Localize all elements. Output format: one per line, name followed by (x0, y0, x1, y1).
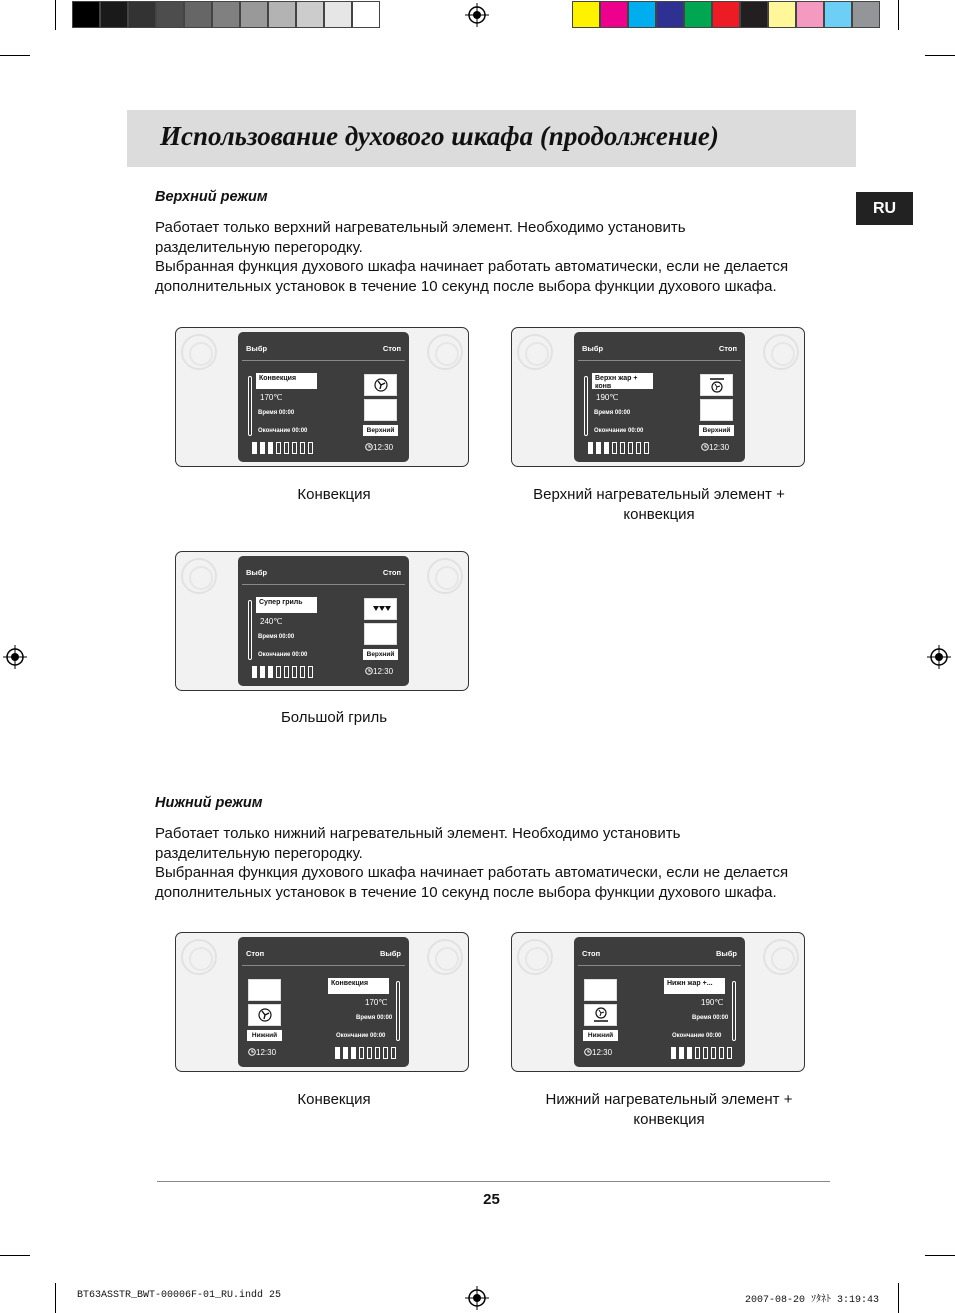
stop-label: Стоп (382, 344, 401, 353)
time-row (258, 410, 294, 416)
fan-icon (248, 1004, 281, 1026)
progress-bar-cell (596, 442, 601, 454)
progress-bar-cell (695, 1047, 700, 1059)
end-label: Окончание (258, 428, 291, 434)
top-heat-fan-icon (700, 374, 733, 396)
progress-bar-cell (604, 442, 609, 454)
progress-bar-cell (268, 442, 273, 454)
progress-bar-cell (588, 442, 593, 454)
end-row (336, 1033, 385, 1039)
footer-rule (157, 1181, 830, 1182)
crop-mark (925, 1255, 955, 1256)
clock-row (365, 443, 393, 452)
knob-right (427, 334, 463, 370)
crop-mark (898, 0, 899, 30)
crop-mark (0, 55, 30, 56)
progress-bar-cell (308, 666, 313, 678)
crop-mark (0, 1255, 30, 1256)
color-swatch (684, 1, 712, 28)
scroll-bar (248, 600, 252, 660)
time-row (594, 410, 630, 416)
oven-screen (238, 332, 409, 462)
time-label: Время (258, 410, 278, 416)
progress-bars (588, 442, 649, 454)
end-value: 00:00 (292, 652, 308, 658)
time-value: 00:00 (278, 410, 295, 416)
color-swatch (600, 1, 628, 28)
progress-bar-cell (719, 1047, 724, 1059)
clock-icon (365, 667, 373, 675)
clock-icon (365, 443, 373, 451)
progress-bar-cell (252, 442, 257, 454)
select-label: Выбр (582, 344, 604, 353)
crop-mark (925, 55, 955, 56)
time-label: Время (692, 1015, 712, 1021)
blank-cavity-box (248, 979, 281, 1001)
progress-bar-cell (308, 442, 313, 454)
language-tab: RU (856, 192, 913, 225)
blank-cavity-box (364, 399, 397, 421)
registration-mark-icon (465, 1286, 489, 1310)
clock-value: 12:30 (709, 443, 730, 452)
time-row (356, 1015, 392, 1021)
gray-swatch (156, 1, 184, 28)
function-label: Нижн жар +... (664, 978, 725, 994)
clock-icon (248, 1048, 256, 1056)
time-row (692, 1015, 728, 1021)
progress-bar-cell (375, 1047, 380, 1059)
progress-bar-cell (343, 1047, 348, 1059)
scroll-bar (396, 981, 400, 1041)
select-label: Выбр (379, 949, 401, 958)
progress-bar-cell (268, 666, 273, 678)
stop-label: Стоп (718, 344, 737, 353)
gray-swatch (240, 1, 268, 28)
end-label: Окончание (672, 1033, 705, 1039)
oven-display-panel (511, 327, 805, 467)
select-label: Выбр (246, 344, 268, 353)
function-label: Супер гриль (256, 597, 317, 613)
gray-swatch (128, 1, 156, 28)
progress-bar-cell (671, 1047, 676, 1059)
color-swatch (740, 1, 768, 28)
progress-bar-cell (359, 1047, 364, 1059)
clock-value: 12:30 (592, 1048, 613, 1057)
knob-right (427, 558, 463, 594)
crop-mark (55, 1283, 56, 1313)
section-text-top-mode (155, 218, 795, 296)
scroll-bar (248, 376, 252, 436)
progress-bar-cell (628, 442, 633, 454)
stop-label: Стоп (582, 949, 601, 958)
progress-bar-cell (727, 1047, 732, 1059)
mode-label: Нижний (583, 1030, 618, 1041)
temperature: 240℃ (260, 617, 283, 626)
time-value: 00:00 (712, 1015, 729, 1021)
panel-caption: Нижний нагревательный элемент + конвекция (545, 1091, 793, 1128)
paragraph: Работает только верхний нагревательный элемент. Необходимо установить разделительную перегородку. (155, 219, 686, 256)
grill-icon (364, 598, 397, 620)
function-label: Верхн жар + конв (592, 373, 653, 389)
mode-label: Верхний (363, 649, 398, 660)
progress-bar-cell (679, 1047, 684, 1059)
gray-swatch (184, 1, 212, 28)
bottom-heat-fan-icon (584, 1004, 617, 1026)
color-swatch (712, 1, 740, 28)
time-value: 00:00 (278, 634, 295, 640)
registration-mark-icon (465, 3, 489, 27)
select-label: Выбр (246, 568, 268, 577)
progress-bar-cell (284, 666, 289, 678)
progress-bar-cell (292, 666, 297, 678)
color-swatch (768, 1, 796, 28)
progress-bar-cell (300, 666, 305, 678)
color-swatch (656, 1, 684, 28)
progress-bar-cell (276, 666, 281, 678)
end-row (672, 1033, 721, 1039)
end-label: Окончание (594, 428, 627, 434)
color-swatch (572, 1, 600, 28)
slug-date: 2007-08-20 ｿﾀﾈﾄ 3:19:43 (745, 1295, 880, 1306)
progress-bar-cell (351, 1047, 356, 1059)
page-number: 25 (483, 1191, 500, 1208)
divider (242, 584, 405, 585)
section-heading-top-mode: Верхний режим (155, 189, 268, 205)
panel-caption: Верхний нагревательный элемент + конвекция (533, 486, 785, 523)
knob-right (763, 939, 799, 975)
panel-caption: Конвекция (297, 1091, 371, 1108)
progress-bars (671, 1047, 732, 1059)
gray-swatch (324, 1, 352, 28)
color-swatch (852, 1, 880, 28)
paragraph: Выбранная функция духового шкафа начинает работать автоматически, если не делается дополнительных установок в течение 10 секунд после выбора функции духового шкафа. (155, 258, 789, 295)
knob-left (181, 334, 217, 370)
clock-row (365, 667, 393, 676)
clock-row (701, 443, 729, 452)
end-row (258, 652, 307, 658)
color-swatch (824, 1, 852, 28)
progress-bar-cell (636, 442, 641, 454)
knob-left (517, 334, 553, 370)
registration-mark-icon (3, 645, 27, 669)
section-text-bottom-mode (155, 824, 795, 902)
color-swatch (628, 1, 656, 28)
function-label: Конвекция (328, 978, 389, 994)
clock-row (584, 1048, 612, 1057)
gray-swatch (296, 1, 324, 28)
divider (578, 360, 741, 361)
oven-screen (238, 937, 409, 1067)
crop-mark (898, 1283, 899, 1313)
oven-display-panel (175, 551, 469, 691)
divider (242, 360, 405, 361)
progress-bars (252, 442, 313, 454)
clock-row (248, 1048, 276, 1057)
progress-bar-cell (687, 1047, 692, 1059)
time-value: 00:00 (614, 410, 631, 416)
clock-value: 12:30 (373, 443, 394, 452)
progress-bar-cell (703, 1047, 708, 1059)
gray-swatch (100, 1, 128, 28)
paragraph: Выбранная функция духового шкафа начинает работать автоматически, если не делается дополнительных установок в течение 10 секунд после выбора функции духового шкафа. (155, 864, 789, 901)
knob-right (763, 334, 799, 370)
temperature: 190℃ (596, 393, 619, 402)
clock-icon (701, 443, 709, 451)
divider (578, 965, 741, 966)
temperature: 170℃ (365, 998, 388, 1007)
temperature: 170℃ (260, 393, 283, 402)
crop-mark (55, 0, 56, 30)
clock-value: 12:30 (256, 1048, 277, 1057)
progress-bar-cell (644, 442, 649, 454)
panel-caption: Большой гриль (280, 709, 388, 726)
progress-bar-cell (335, 1047, 340, 1059)
clock-icon (584, 1048, 592, 1056)
time-label: Время (594, 410, 614, 416)
end-row (594, 428, 643, 434)
clock-value: 12:30 (373, 667, 394, 676)
oven-display-panel (175, 932, 469, 1072)
paragraph: Работает только нижний нагревательный элемент. Необходимо установить разделительную перегородку. (155, 825, 681, 862)
select-label: Выбр (715, 949, 737, 958)
progress-bar-cell (252, 666, 257, 678)
function-label: Конвекция (256, 373, 317, 389)
oven-display-panel (175, 327, 469, 467)
page-title: Использование духового шкафа (продолжение) (160, 121, 719, 151)
mode-label: Верхний (363, 425, 398, 436)
oven-screen (238, 556, 409, 686)
progress-bar-cell (367, 1047, 372, 1059)
end-value: 00:00 (706, 1033, 722, 1039)
knob-left (181, 558, 217, 594)
time-label: Время (356, 1015, 376, 1021)
scroll-bar (584, 376, 588, 436)
gray-swatch (212, 1, 240, 28)
mode-label: Нижний (247, 1030, 282, 1041)
progress-bar-cell (612, 442, 617, 454)
knob-right (427, 939, 463, 975)
gray-swatch (72, 1, 100, 28)
progress-bar-cell (284, 442, 289, 454)
end-value: 00:00 (292, 428, 308, 434)
progress-bar-cell (391, 1047, 396, 1059)
gray-swatch (352, 1, 380, 28)
progress-bar-cell (260, 666, 265, 678)
section-heading-bottom-mode: Нижний режим (155, 795, 263, 811)
progress-bar-cell (276, 442, 281, 454)
end-row (258, 428, 307, 434)
blank-cavity-box (584, 979, 617, 1001)
stop-label: Стоп (246, 949, 265, 958)
color-swatch (796, 1, 824, 28)
oven-screen (574, 937, 745, 1067)
oven-display-panel (511, 932, 805, 1072)
end-value: 00:00 (628, 428, 644, 434)
time-label: Время (258, 634, 278, 640)
blank-cavity-box (364, 623, 397, 645)
time-value: 00:00 (376, 1015, 393, 1021)
progress-bar-cell (620, 442, 625, 454)
end-label: Окончание (258, 652, 291, 658)
progress-bars (252, 666, 313, 678)
stop-label: Стоп (382, 568, 401, 577)
divider (242, 965, 405, 966)
oven-screen (574, 332, 745, 462)
temperature: 190℃ (701, 998, 724, 1007)
fan-icon (364, 374, 397, 396)
end-label: Окончание (336, 1033, 369, 1039)
panel-caption: Конвекция (297, 486, 371, 503)
progress-bar-cell (292, 442, 297, 454)
blank-cavity-box (700, 399, 733, 421)
gray-swatch (268, 1, 296, 28)
end-value: 00:00 (370, 1033, 386, 1039)
time-row (258, 634, 294, 640)
mode-label: Верхний (699, 425, 734, 436)
progress-bar-cell (383, 1047, 388, 1059)
progress-bar-cell (711, 1047, 716, 1059)
progress-bar-cell (260, 442, 265, 454)
scroll-bar (732, 981, 736, 1041)
progress-bar-cell (300, 442, 305, 454)
knob-left (517, 939, 553, 975)
registration-mark-icon (927, 645, 951, 669)
knob-left (181, 939, 217, 975)
progress-bars (335, 1047, 396, 1059)
slug-file: BT63ASSTR_BWT-00006F-01_RU.indd 25 (77, 1290, 282, 1301)
